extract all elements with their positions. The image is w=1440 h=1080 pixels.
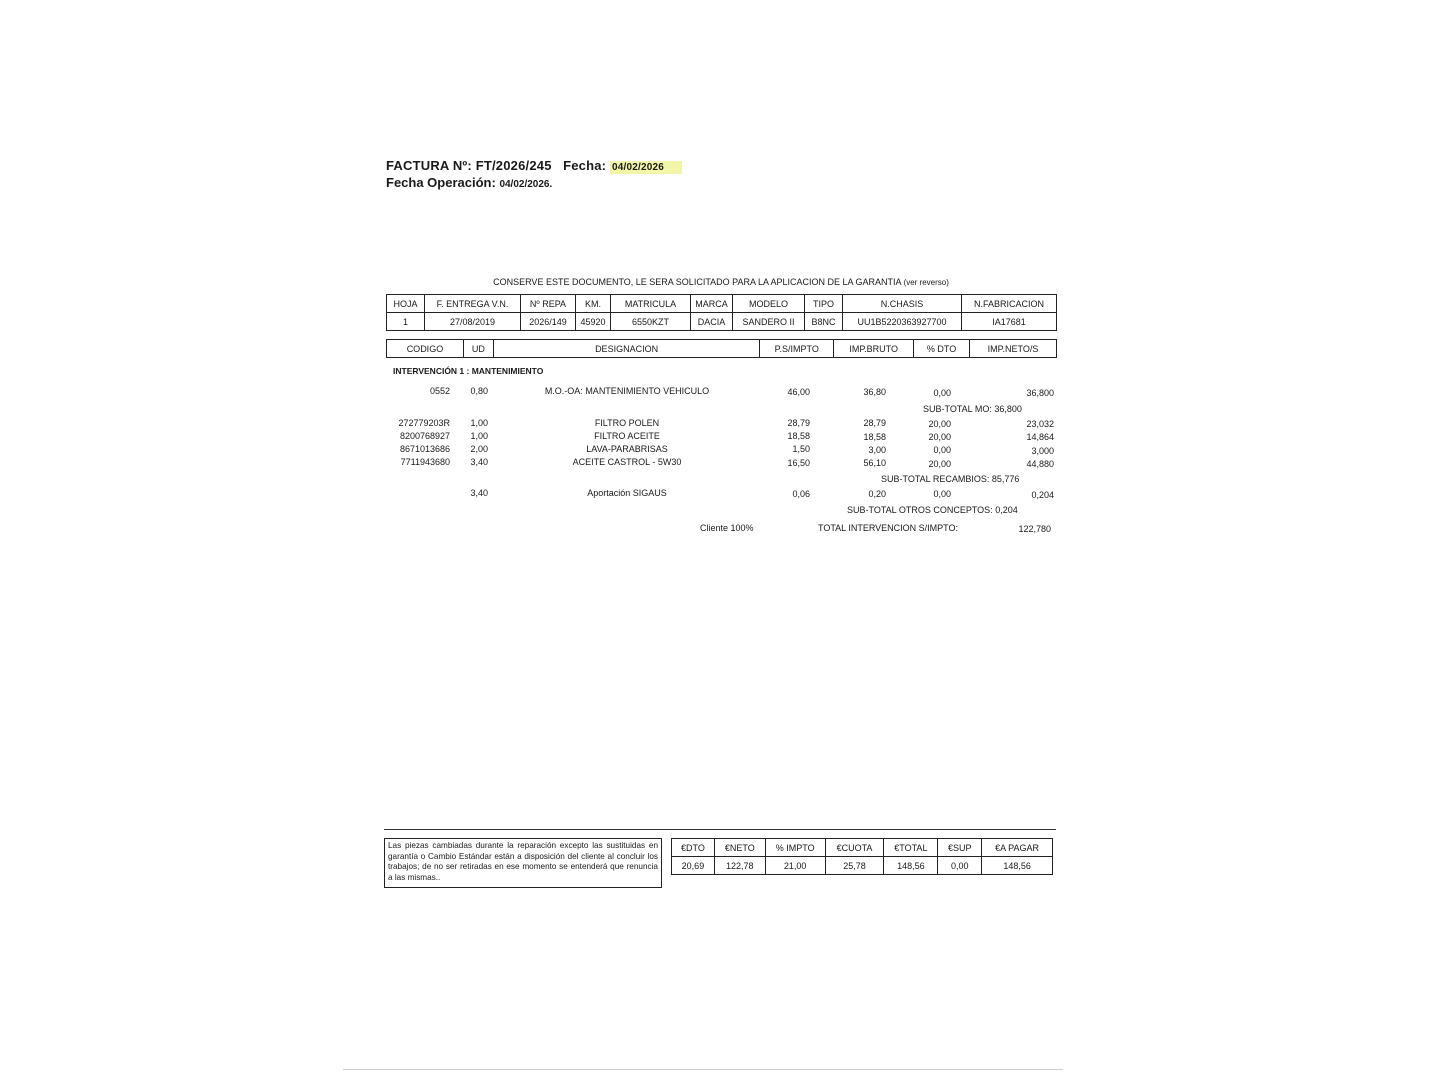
item-discount: 0,00 [933, 445, 951, 455]
item-discount: 20,00 [928, 459, 951, 469]
totals-value-cell: 20,69 [672, 857, 715, 875]
item-gross: 3,00 [868, 445, 886, 455]
totals-header-cell: €SUP [938, 839, 982, 857]
totals-value-cell: 25,78 [825, 857, 884, 875]
items-header-cell: P.S/IMPTO [760, 340, 834, 358]
item-ud: 1,00 [470, 418, 488, 428]
item-code: 272779203R [398, 418, 450, 428]
operation-date: 04/02/2026. [499, 179, 553, 190]
vehicle-table [386, 294, 1057, 331]
item-gross: 18,58 [863, 432, 886, 442]
totals-header-cell: €NETO [714, 839, 765, 857]
subtotal-otros: SUB-TOTAL OTROS CONCEPTOS: 0,204 [847, 505, 1018, 515]
item-gross: 0,20 [868, 489, 886, 499]
vehicle-value-row [387, 313, 1057, 331]
invoice-date: 04/02/2026 [610, 161, 682, 174]
item-gross: 56,10 [863, 458, 886, 468]
total-intervention-value: 122,780 [1018, 524, 1051, 534]
item-gross: 36,80 [863, 387, 886, 397]
warranty-notice [386, 277, 1056, 287]
items-header-cell: UD [463, 340, 493, 358]
invoice-header [386, 158, 682, 173]
item-price: 16,50 [787, 458, 810, 468]
vehicle-value-cell: 2026/149 [521, 313, 576, 331]
vehicle-header-cell: KM. [576, 295, 611, 313]
item-ud: 2,00 [470, 444, 488, 454]
totals-value-cell: 148,56 [982, 857, 1053, 875]
totals-value-cell: 0,00 [938, 857, 982, 875]
item-net: 14,864 [1026, 432, 1054, 442]
item-net: 3,000 [1031, 446, 1054, 456]
vehicle-header-cell: HOJA [387, 295, 425, 313]
item-discount: 20,00 [928, 419, 951, 429]
vehicle-header-cell: MATRICULA [611, 295, 691, 313]
vehicle-header-cell: N.FABRICACION [962, 295, 1057, 313]
vehicle-value-cell: DACIA [691, 313, 733, 331]
vehicle-value-cell: SANDERO II [733, 313, 805, 331]
item-net: 44,880 [1026, 459, 1054, 469]
item-price: 46,00 [787, 387, 810, 397]
vehicle-value-cell: B8NC [805, 313, 843, 331]
scan-edge-line [343, 1069, 1063, 1070]
vehicle-value-cell: UU1B5220363927700 [843, 313, 962, 331]
totals-header-cell: % IMPTO [765, 839, 825, 857]
item-ud: 3,40 [470, 457, 488, 467]
totals-header-cell: €DTO [672, 839, 715, 857]
items-header-row [387, 340, 1057, 358]
item-description: M.O.-OA: MANTENIMIENTO VEHICULO [544, 386, 710, 396]
totals-header-cell: €A PAGAR [982, 839, 1053, 857]
item-ud: 0,80 [470, 386, 488, 396]
totals-value-row [672, 857, 1053, 875]
item-code: 0552 [429, 386, 450, 396]
item-description: FILTRO ACEITE [594, 431, 660, 441]
item-description: ACEITE CASTROL - 5W30 [572, 457, 682, 467]
vehicle-header-cell: Nº REPA [521, 295, 576, 313]
totals-table [671, 838, 1053, 875]
item-price: 28,79 [787, 418, 810, 428]
items-header-cell: IMP.BRUTO [834, 340, 914, 358]
items-header-cell: DESIGNACION [493, 340, 759, 358]
vehicle-header-cell: MODELO [733, 295, 805, 313]
item-code: 8671013686 [399, 444, 450, 454]
item-code: 7711943680 [400, 457, 450, 467]
items-header-table [386, 339, 1057, 358]
item-net: 23,032 [1026, 419, 1054, 429]
date-label: Fecha: [563, 158, 607, 173]
items-header-cell: % DTO [914, 340, 970, 358]
invoice-number: FACTURA Nº: FT/2026/245 [386, 158, 552, 173]
totals-value-cell: 148,56 [884, 857, 938, 875]
vehicle-value-cell: 27/08/2019 [425, 313, 521, 331]
vehicle-value-cell: 1 [387, 313, 425, 331]
vehicle-header-cell: F. ENTREGA V.N. [425, 295, 521, 313]
footer-note: Las piezas cambiadas durante la reparación excepto las sustituidas en garantía o Cambio Estándar están a disposición del cliente al concluir los trabajos; de no ser retiradas en ese momento se entenderá que renuncia a las mismas.. [384, 838, 662, 888]
vehicle-value-cell: IA17681 [962, 313, 1057, 331]
item-price: 18,58 [787, 431, 810, 441]
vehicle-value-cell: 6550KZT [611, 313, 691, 331]
operation-date-line [386, 175, 552, 190]
vehicle-header-row [387, 295, 1057, 313]
vehicle-header-cell: MARCA [691, 295, 733, 313]
items-header-cell: CODIGO [387, 340, 464, 358]
totals-header-cell: €CUOTA [825, 839, 884, 857]
items-header-cell: IMP.NETO/S [970, 340, 1057, 358]
item-net: 0,204 [1031, 490, 1054, 500]
warranty-notice-text: CONSERVE ESTE DOCUMENTO, LE SERA SOLICITADO PARA LA APLICACION DE LA GARANTIA [493, 277, 902, 287]
item-description: FILTRO POLEN [594, 418, 660, 428]
warranty-notice-suffix: (ver reverso) [903, 278, 949, 287]
item-description: LAVA-PARABRISAS [586, 444, 668, 454]
vehicle-value-cell: 45920 [576, 313, 611, 331]
item-net: 36,800 [1026, 388, 1054, 398]
item-code: 8200768927 [399, 431, 450, 441]
totals-header-cell: €TOTAL [884, 839, 938, 857]
item-discount: 0,00 [933, 388, 951, 398]
total-intervention-label: TOTAL INTERVENCION S/IMPTO: [818, 523, 959, 533]
intervention-title: INTERVENCIÓN 1 : MANTENIMIENTO [393, 366, 544, 376]
operation-date-label: Fecha Operación: [386, 175, 496, 190]
footer-divider [384, 829, 1056, 830]
item-gross: 28,79 [863, 418, 886, 428]
item-ud: 1,00 [470, 431, 488, 441]
item-discount: 0,00 [933, 489, 951, 499]
cliente-percentage: Cliente 100% [700, 523, 754, 533]
item-ud: 3,40 [470, 488, 488, 498]
item-discount: 20,00 [928, 432, 951, 442]
totals-value-cell: 21,00 [765, 857, 825, 875]
totals-value-cell: 122,78 [714, 857, 765, 875]
item-description: Aportación SIGAUS [587, 488, 667, 498]
vehicle-header-cell: N.CHASIS [843, 295, 962, 313]
vehicle-header-cell: TIPO [805, 295, 843, 313]
subtotal-mo: SUB-TOTAL MO: 36,800 [923, 404, 1022, 414]
subtotal-recambios: SUB-TOTAL RECAMBIOS: 85,776 [881, 474, 1020, 484]
item-price: 1,50 [792, 444, 810, 454]
totals-header-row [672, 839, 1053, 857]
item-price: 0,06 [792, 489, 810, 499]
